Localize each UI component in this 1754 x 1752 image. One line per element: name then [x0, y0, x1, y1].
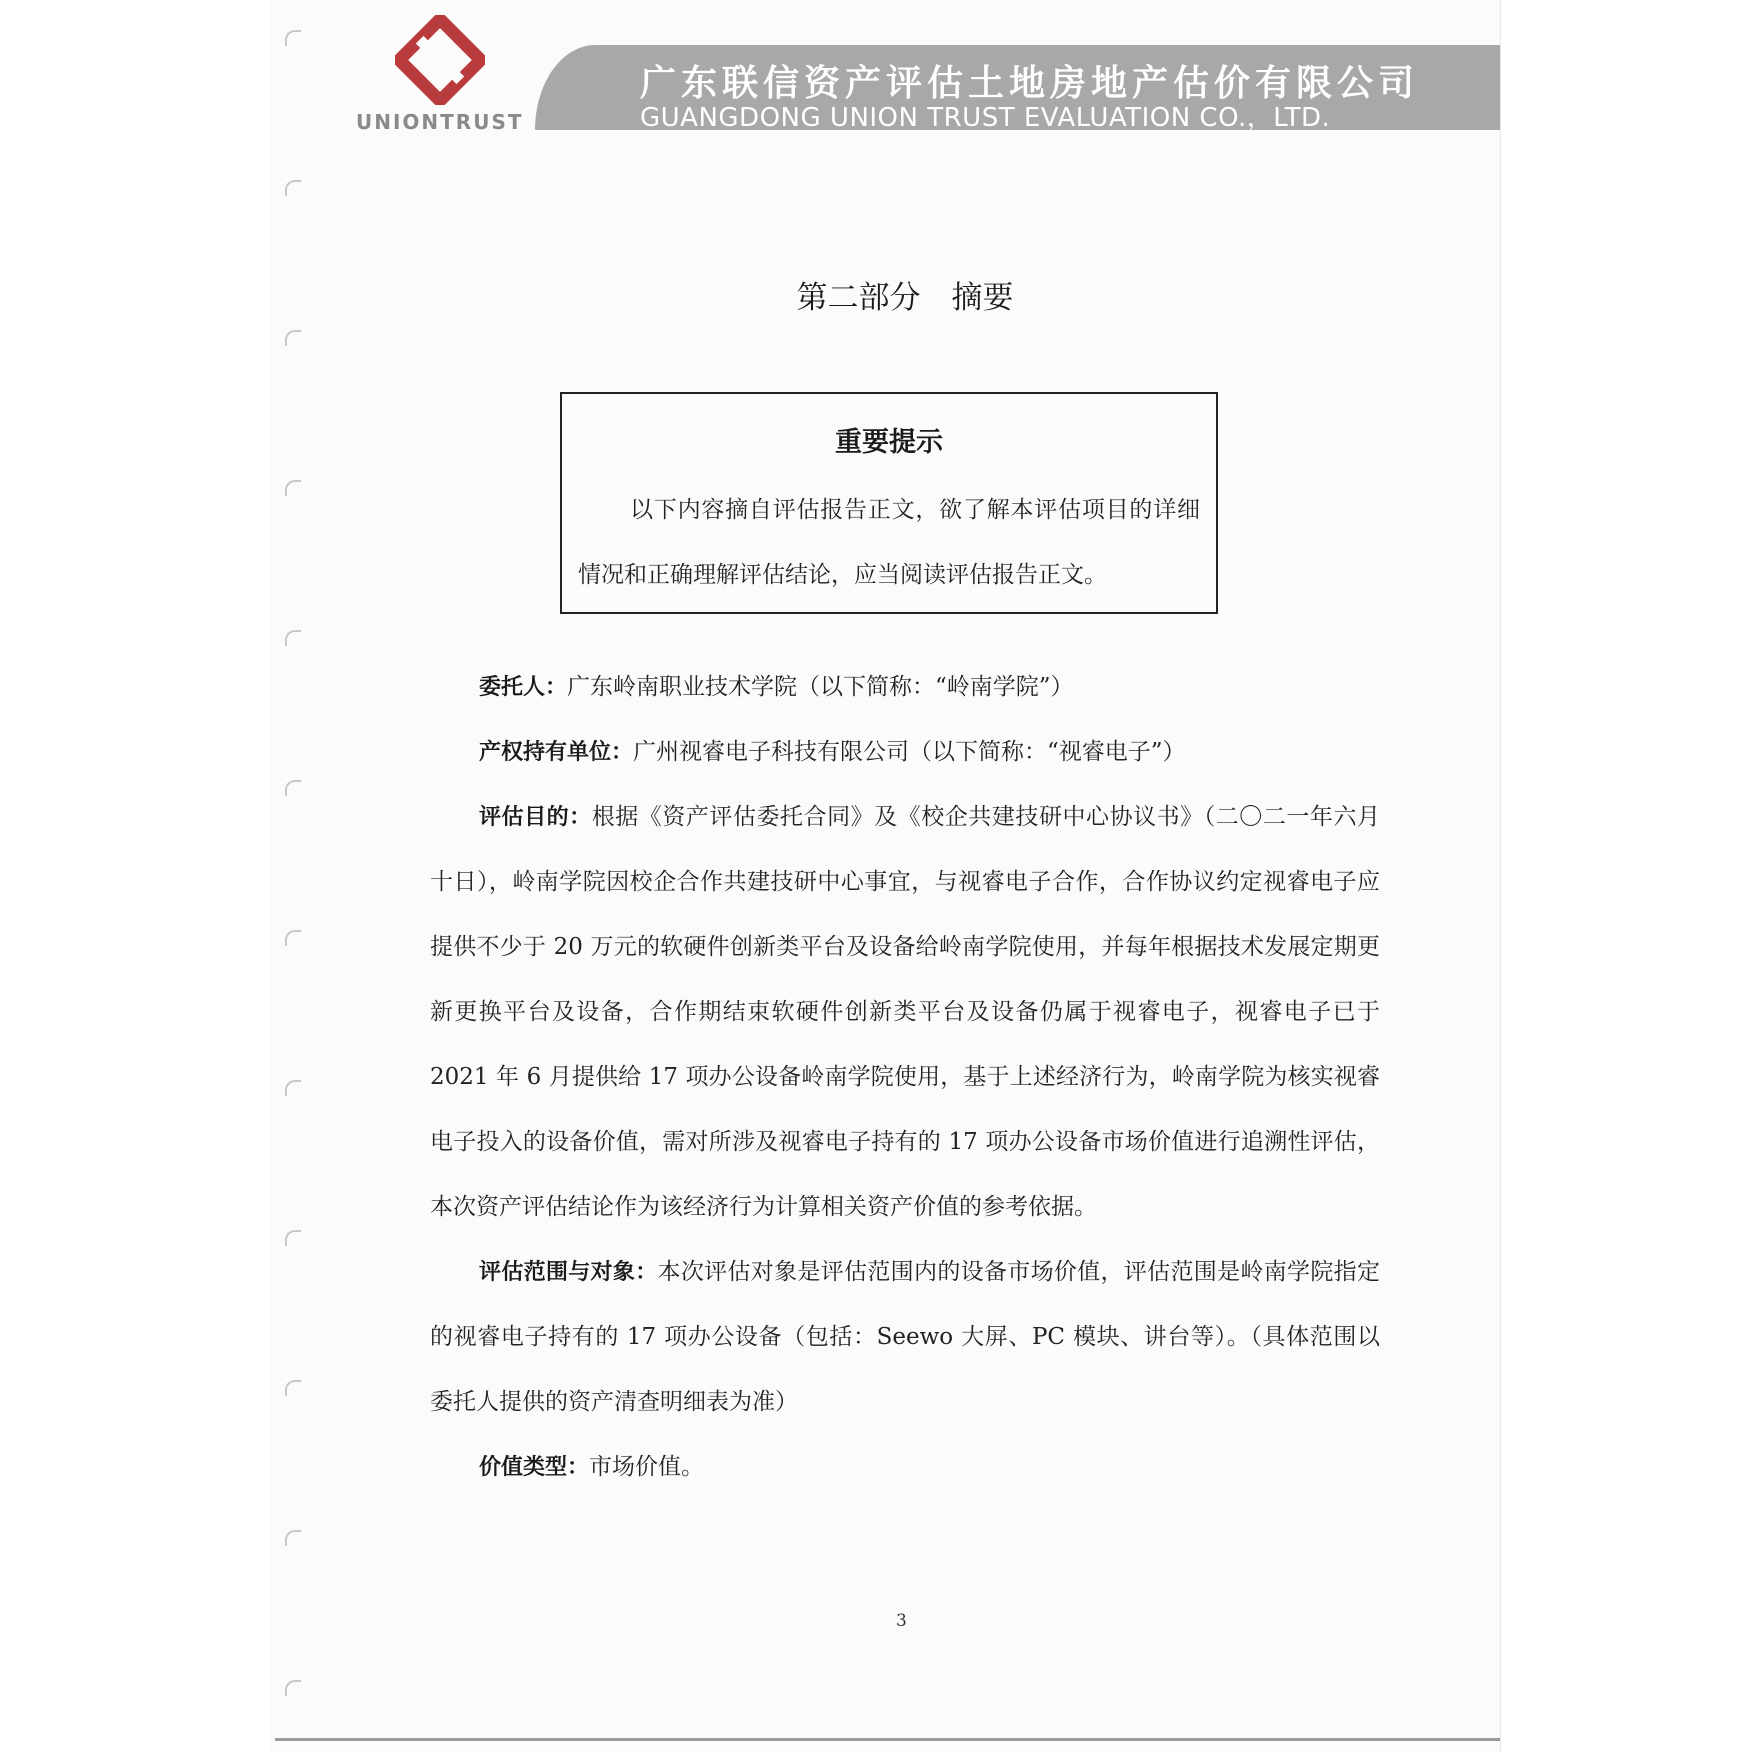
paragraph-label: 价值类型：: [479, 1455, 590, 1480]
paragraph-text: 本次评估对象是评估范围内的设备市场价值，评估范围是岭南学院指定的视睿电子持有的 17 项办公设备（包括：Seewo 大屏、PC 模块、讲台等）。（具体范围以委托人提供的资产清查明细表为准）: [430, 1259, 1380, 1415]
binding-hole-mark: [285, 780, 301, 796]
paragraph-value-type: [430, 1435, 1380, 1500]
page-number: 3: [896, 1611, 907, 1631]
binding-hole-mark: [285, 1380, 301, 1396]
paragraph-label: 评估范围与对象：: [479, 1260, 658, 1285]
notice-title: 重要提示: [835, 427, 943, 458]
section-title: 第二部分 摘要: [796, 280, 1014, 316]
logo-wordmark: UNIONTRUST: [356, 110, 524, 134]
paragraph-label: 委托人：: [479, 675, 568, 700]
paragraph-text: 广东岭南职业技术学院（以下简称：“岭南学院”）: [567, 674, 1074, 700]
uniontrust-logo-icon: [395, 15, 485, 105]
binding-hole-mark: [285, 330, 301, 346]
important-notice-box: [560, 392, 1218, 614]
binding-hole-mark: [285, 30, 301, 46]
paragraph-text: 市场价值。: [589, 1454, 705, 1480]
paragraph-purpose: [430, 785, 1380, 1240]
paragraph-label: 产权持有单位：: [479, 740, 634, 765]
paragraph-scope: [430, 1240, 1380, 1435]
binding-hole-mark: [285, 480, 301, 496]
page-bottom-edge: [275, 1738, 1500, 1741]
summary-content: [430, 655, 1380, 1500]
binding-hole-mark: [285, 630, 301, 646]
binding-hole-mark: [285, 930, 301, 946]
notice-body: 以下内容摘自评估报告正文，欲了解本评估项目的详细情况和正确理解评估结论，应当阅读评估报告正文。: [578, 497, 1200, 588]
binding-hole-mark: [285, 1230, 301, 1246]
paragraph-client: [430, 655, 1380, 720]
paragraph-text: 根据《资产评估委托合同》及《校企共建技研中心协议书》（二〇二一年六月十日），岭南学院因校企合作共建技研中心事宜，与视睿电子合作，合作协议约定视睿电子应提供不少于 20 万元的软硬件创新类平台及设备给岭南学院使用，并每年根据技术发展定期更新更换平台及设备，合作期结束软硬件创新类平台及设备仍属于视睿电子，视睿电子已于 2021 年 6 月提供给 17 项办公设备岭南学院使用，基于上述经济行为，岭南学院为核实视睿电子投入的设备价值，需对所涉及视睿电子持有的 17 项办公设备市场价值进行追溯性评估，本次资产评估结论作为该经济行为计算相关资产价值的参考依据。: [430, 804, 1380, 1220]
binding-hole-mark: [285, 1680, 301, 1696]
company-name-cn: 广东联信资产评估土地房地产估价有限公司: [640, 63, 1420, 104]
company-name-en: GUANGDONG UNION TRUST EVALUATION CO.，LTD.: [640, 103, 1331, 133]
binding-hole-mark: [285, 1530, 301, 1546]
binding-hole-mark: [285, 1080, 301, 1096]
binding-hole-mark: [285, 180, 301, 196]
paragraph-text: 广州视睿电子科技有限公司（以下简称：“视睿电子”）: [633, 739, 1186, 765]
paragraph-label: 评估目的：: [479, 805, 592, 830]
paragraph-property-holder: [430, 720, 1380, 785]
